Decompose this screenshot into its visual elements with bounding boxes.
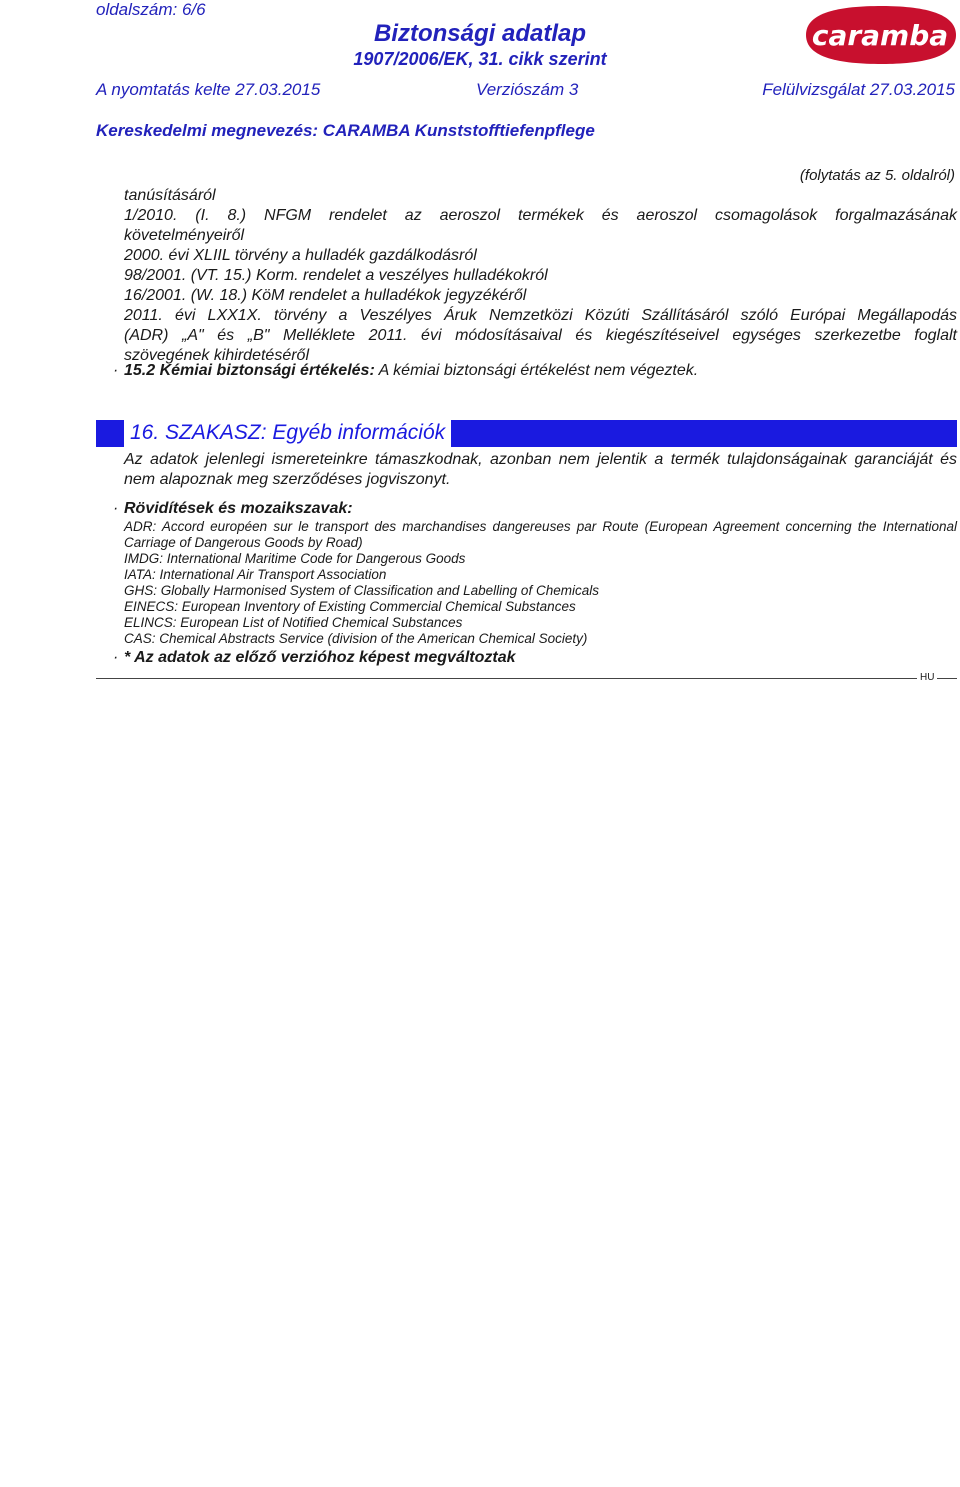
abbreviations-list <box>124 519 957 647</box>
regulation-line: követelményeiről <box>124 227 245 244</box>
bullet-dot: · <box>113 362 119 379</box>
trade-name: Kereskedelmi megnevezés: CARAMBA Kunststofftiefenpflege <box>96 121 595 140</box>
abbreviation-item: IATA: International Air Transport Association <box>124 567 387 582</box>
section-15-2-label: 15.2 Kémiai biztonsági értékelés: <box>124 362 375 379</box>
document-title: Biztonsági adatlap <box>373 20 587 47</box>
section-16-title: 16. SZAKASZ: Egyéb információk <box>124 419 451 447</box>
regulation-line: 2000. évi XLIIL törvény a hulladék gazdálkodásról <box>124 247 477 264</box>
regulation-line: 1/2010. (I. 8.) NFGM rendelet az aeroszol termékek és aeroszol csomagolások forgalmazásának <box>124 207 957 224</box>
regulation-line: (ADR) „A" és „B" Melléklete 2011. évi módosításaival és kiegészítéseivel egységes szerkezetbe foglalt <box>124 327 957 344</box>
regulation-line: 16/2001. (W. 18.) KöM rendelet a hulladékok jegyzékéről <box>124 287 527 304</box>
footer-rule <box>937 678 957 679</box>
bullet-dot: · <box>113 500 119 517</box>
abbreviation-item: EINECS: European Inventory of Existing Commercial Chemical Substances <box>124 599 576 614</box>
document-subtitle: 1907/2006/EK, 31. cikk szerint <box>353 49 607 69</box>
abbreviation-item: IMDG: International Maritime Code for Dangerous Goods <box>124 551 466 566</box>
abbreviation-item: ADR: Accord européen sur le transport des marchandises dangereuses par Route (European Agreement concerning the International Carriage of Dangerous Goods by Road) <box>124 519 957 550</box>
abbreviation-item: GHS: Globally Harmonised System of Classification and Labelling of Chemicals <box>124 583 599 598</box>
regulation-line: tanúsításáról <box>124 187 216 204</box>
svg-text:caramba: caramba <box>811 19 949 52</box>
abbreviation-item: ELINCS: European List of Notified Chemical Substances <box>124 615 463 630</box>
language-code: HU <box>920 672 935 683</box>
changed-note: * Az adatok az előző verzióhoz képest megváltoztak <box>124 649 516 666</box>
continued-note: (folytatás az 5. oldalról) <box>799 167 955 184</box>
regulation-line: szövegének kihirdetéséről <box>124 347 309 364</box>
abbreviations-heading: Rövidítések és mozaikszavak: <box>124 500 353 517</box>
info-paragraph: Az adatok jelenlegi ismereteinkre támaszkodnak, azonban nem jelentik a termék tulajdonságainak garanciáját és nem alapoznak meg szerződéses jogviszonyt. <box>124 451 957 488</box>
footer-rule <box>96 678 917 679</box>
revision-date: Felülvizsgálat 27.03.2015 <box>762 80 955 99</box>
regulation-line: 2011. évi LXX1X. törvény a Veszélyes Áruk Nemzetközi Közúti Szállításáról szóló Európai Megállapodás <box>124 307 957 324</box>
version-number: Verziószám 3 <box>476 80 579 99</box>
section-15-2 <box>124 362 698 380</box>
bullet-dot: · <box>113 649 119 666</box>
section-15-2-text: A kémiai biztonsági értékelést nem végeztek. <box>378 362 699 379</box>
regulation-line: 98/2001. (VT. 15.) Korm. rendelet a veszélyes hulladékokról <box>124 267 548 284</box>
abbreviation-item: CAS: Chemical Abstracts Service (division of the American Chemical Society) <box>124 631 588 646</box>
print-date: A nyomtatás kelte 27.03.2015 <box>96 80 321 99</box>
caramba-logo <box>800 4 960 66</box>
page-number: oldalszám: 6/6 <box>96 0 206 19</box>
